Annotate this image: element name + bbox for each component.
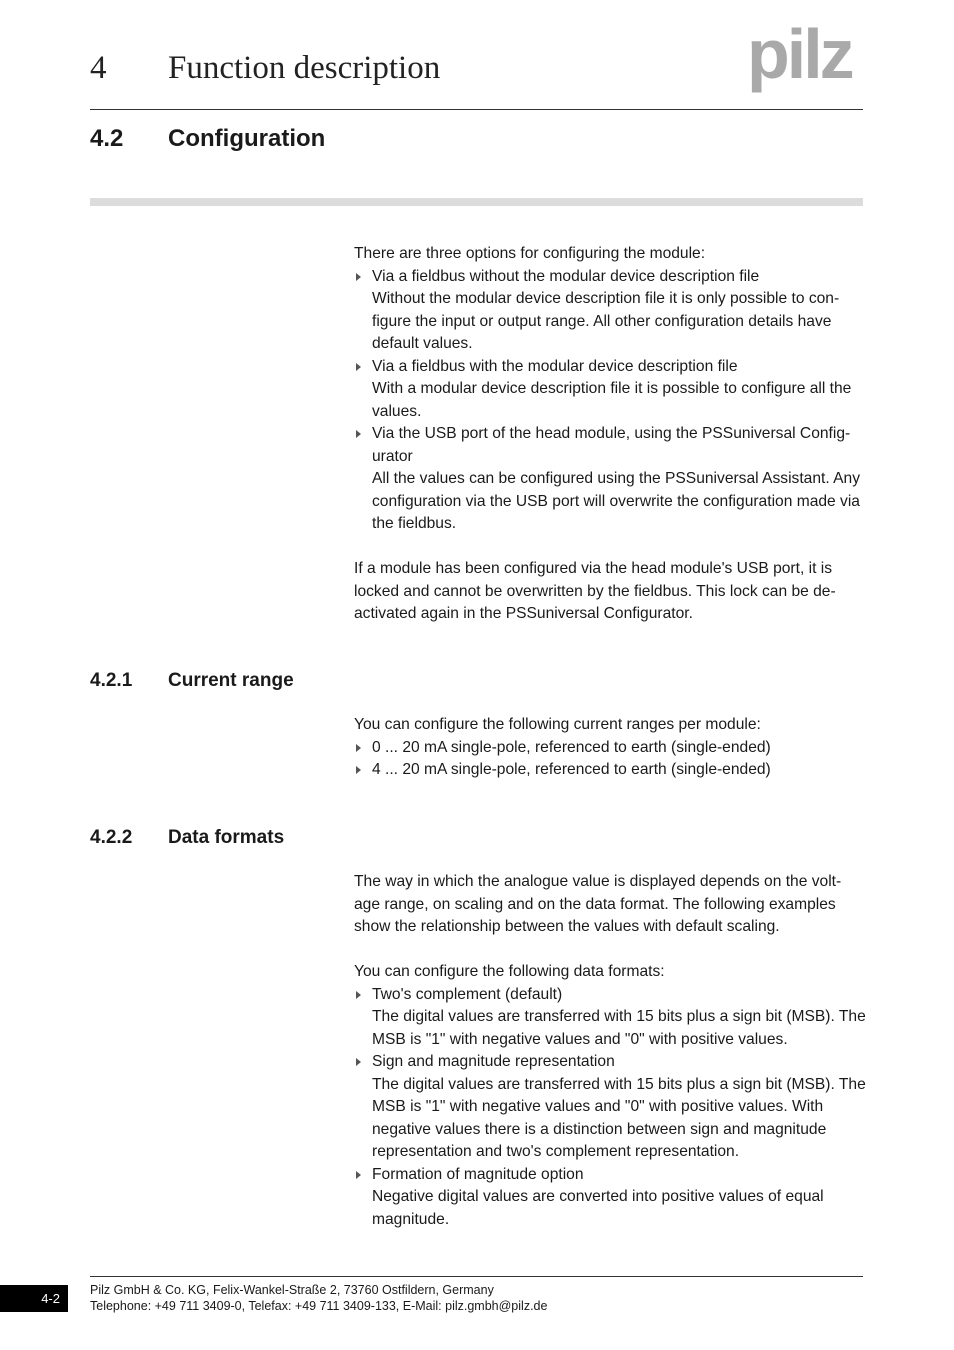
list-item-title: Formation of magnitude option (372, 1165, 584, 1183)
list-item-text: Without the modular device description file it is only possible to con-figure the input or output range. All other configuration details have default values. (372, 290, 840, 352)
current-range-lead: You can configure the following current ranges per module: (354, 716, 761, 733)
footer-address (90, 1282, 547, 1314)
list-item (354, 737, 866, 760)
list-item-title: Via the USB port of the head module, using the PSSuniversal Config-urator (372, 425, 851, 465)
list-item-title: Sign and magnitude representation (372, 1053, 615, 1070)
triangle-bullet-icon (356, 991, 361, 999)
chapter-number: 4 (90, 50, 107, 86)
data-formats-list (354, 984, 866, 1232)
logo-text: pilz (747, 26, 852, 93)
section-title: Configuration (168, 125, 326, 152)
list-item-title: Two's complement (default) (372, 985, 563, 1003)
list-item-title: Via a fieldbus with the modular device description file (372, 357, 738, 375)
subsection-number: 4.2.1 (90, 670, 133, 691)
section-band (90, 198, 863, 206)
triangle-bullet-icon (356, 273, 361, 281)
list-item (354, 1164, 866, 1232)
triangle-bullet-icon (356, 744, 361, 752)
triangle-bullet-icon (356, 1171, 361, 1179)
data-formats-block (354, 871, 866, 1231)
intro-closing: If a module has been configured via the head module's USB port, it is locked and cannot be overwritten by the fieldbus. This lock can be de-activated again in the PSSuniversal Configurator. (354, 560, 836, 622)
list-item-text: All the values can be configured using the PSSuniversal Assistant. Any configuration via the USB port will overwrite the configuration made via the fieldbus. (372, 470, 861, 532)
page-number: 4-2 (0, 1285, 68, 1312)
current-range-list (354, 737, 866, 782)
footer-line-company: Pilz GmbH & Co. KG, Felix-Wankel-Straße 2, 73760 Ostfildern, Germany (90, 1283, 494, 1297)
subsection-title: Current range (168, 670, 294, 691)
section-number: 4.2 (90, 125, 124, 152)
config-options-list (354, 266, 866, 536)
triangle-bullet-icon (356, 430, 361, 438)
list-item-text: The digital values are transferred with 15 bits plus a sign bit (MSB). The MSB is "1" with negative values and "0" with positive values. With negative values there is a distinction between sign and magnitude representation and two's complement representation. (372, 1075, 866, 1160)
current-range-block (354, 714, 866, 782)
subsection-number: 4.2.2 (90, 827, 133, 848)
chapter-title: Function description (168, 50, 441, 86)
list-item-text: With a modular device description file it is possible to configure all the values. (372, 380, 852, 420)
triangle-bullet-icon (356, 1058, 361, 1066)
header-divider (90, 109, 863, 110)
footer-divider (90, 1276, 863, 1277)
list-item-title: Via a fieldbus without the modular device description file (372, 267, 760, 285)
intro-lead: There are three options for configuring the module: (354, 245, 706, 262)
list-item (354, 984, 866, 1052)
list-item-title: 4 ... 20 mA single-pole, referenced to earth (single-ended) (372, 761, 771, 778)
triangle-bullet-icon (356, 363, 361, 371)
triangle-bullet-icon (356, 766, 361, 774)
list-item (354, 356, 866, 424)
list-item (354, 1051, 866, 1164)
list-item-title: 0 ... 20 mA single-pole, referenced to earth (single-ended) (372, 738, 771, 756)
list-item-text: The digital values are transferred with 15 bits plus a sign bit (MSB). The MSB is "1" with negative values and "0" with positive values. (372, 1008, 866, 1048)
list-item-text: Negative digital values are converted into positive values of equal magnitude. (372, 1188, 824, 1228)
data-formats-para: The way in which the analogue value is displayed depends on the volt-age range, on scaling and on the data format. The following examples show the relationship between the values with default scaling. (354, 873, 842, 935)
intro-block (354, 243, 866, 626)
pilz-logo (747, 26, 865, 99)
list-item (354, 423, 866, 536)
data-formats-lead: You can configure the following data formats: (354, 963, 665, 980)
list-item (354, 266, 866, 356)
list-item (354, 759, 866, 782)
subsection-title: Data formats (168, 827, 285, 848)
footer-line-contact: Telephone: +49 711 3409-0, Telefax: +49 711 3409-133, E-Mail: pilz.gmbh@pilz.de (90, 1299, 548, 1313)
